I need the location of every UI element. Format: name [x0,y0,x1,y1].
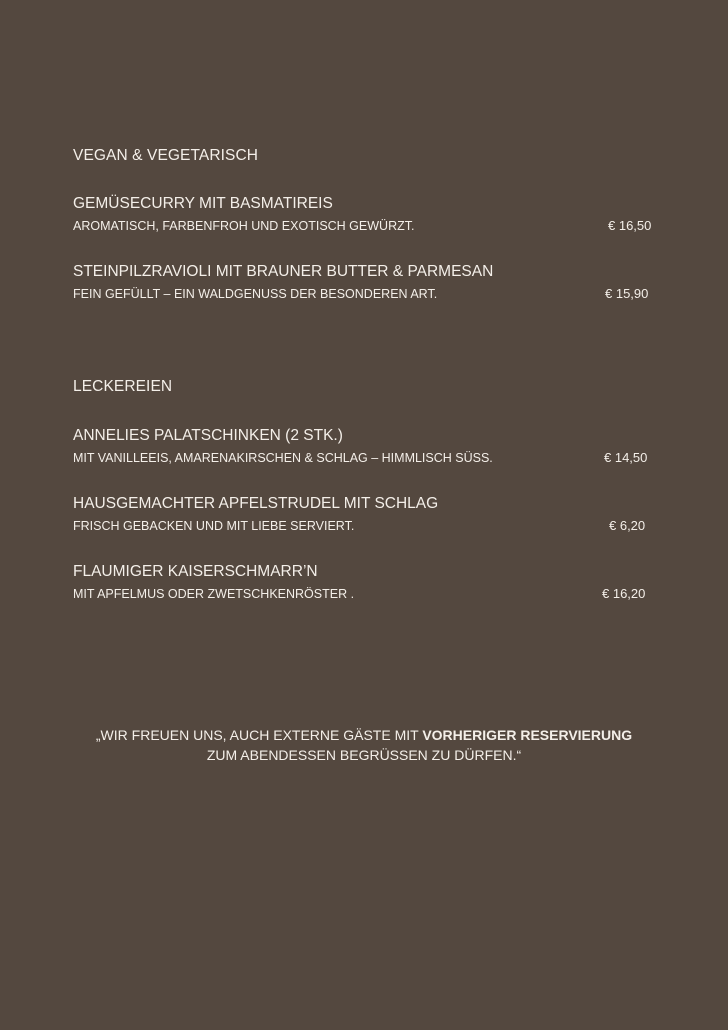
item-description: FEIN GEFÜLLT – EIN WALDGENUSS DER BESONDEREN ART. [73,287,438,301]
item-description: MIT APFELMUS ODER ZWETSCHKENRÖSTER . [73,587,355,601]
note-highlight: VORHERIGER RESERVIERUNG [422,727,633,743]
menu-item-palatschinken [73,426,655,467]
item-description: MIT VANILLEEIS, AMARENAKIRSCHEN & SCHLAG – HIMMLISCH SÜSS. [73,451,493,465]
item-name: HAUSGEMACHTER APFELSTRUDEL MIT SCHLAG [73,495,439,512]
item-name: ANNELIES PALATSCHINKEN (2 STK.) [73,427,343,444]
menu-item-gemuesecurry [73,194,655,235]
item-description: AROMATISCH, FARBENFROH UND EXOTISCH GEWÜRZT. [73,219,415,233]
section-title-leckereien: LECKEREIEN [73,378,173,395]
item-name: STEINPILZRAVIOLI MIT BRAUNER BUTTER & PARMESAN [73,263,494,280]
menu-item-kaiserschmarrn [73,562,655,603]
note-line-1 [0,725,728,745]
menu-item-steinpilzravioli [73,262,655,303]
section-title-vegan: VEGAN & VEGETARISCH [73,147,259,164]
note-line-2: ZUM ABENDESSEN BEGRÜSSEN ZU DÜRFEN.“ [206,747,522,763]
item-name: GEMÜSECURRY MIT BASMATIREIS [73,195,333,212]
item-price: € 14,50 [604,450,648,465]
menu-item-apfelstrudel [73,494,655,535]
item-description: FRISCH GEBACKEN UND MIT LIEBE SERVIERT. [73,519,355,533]
note-line-1-text: „WIR FREUEN UNS, AUCH EXTERNE GÄSTE MIT [95,727,423,743]
reservation-note [0,725,728,765]
item-price: € 16,20 [602,586,646,601]
item-price: € 15,90 [605,286,649,301]
item-price: € 16,50 [608,218,652,233]
item-name: FLAUMIGER KAISERSCHMARR’N [73,563,318,580]
item-price: € 6,20 [609,518,646,533]
